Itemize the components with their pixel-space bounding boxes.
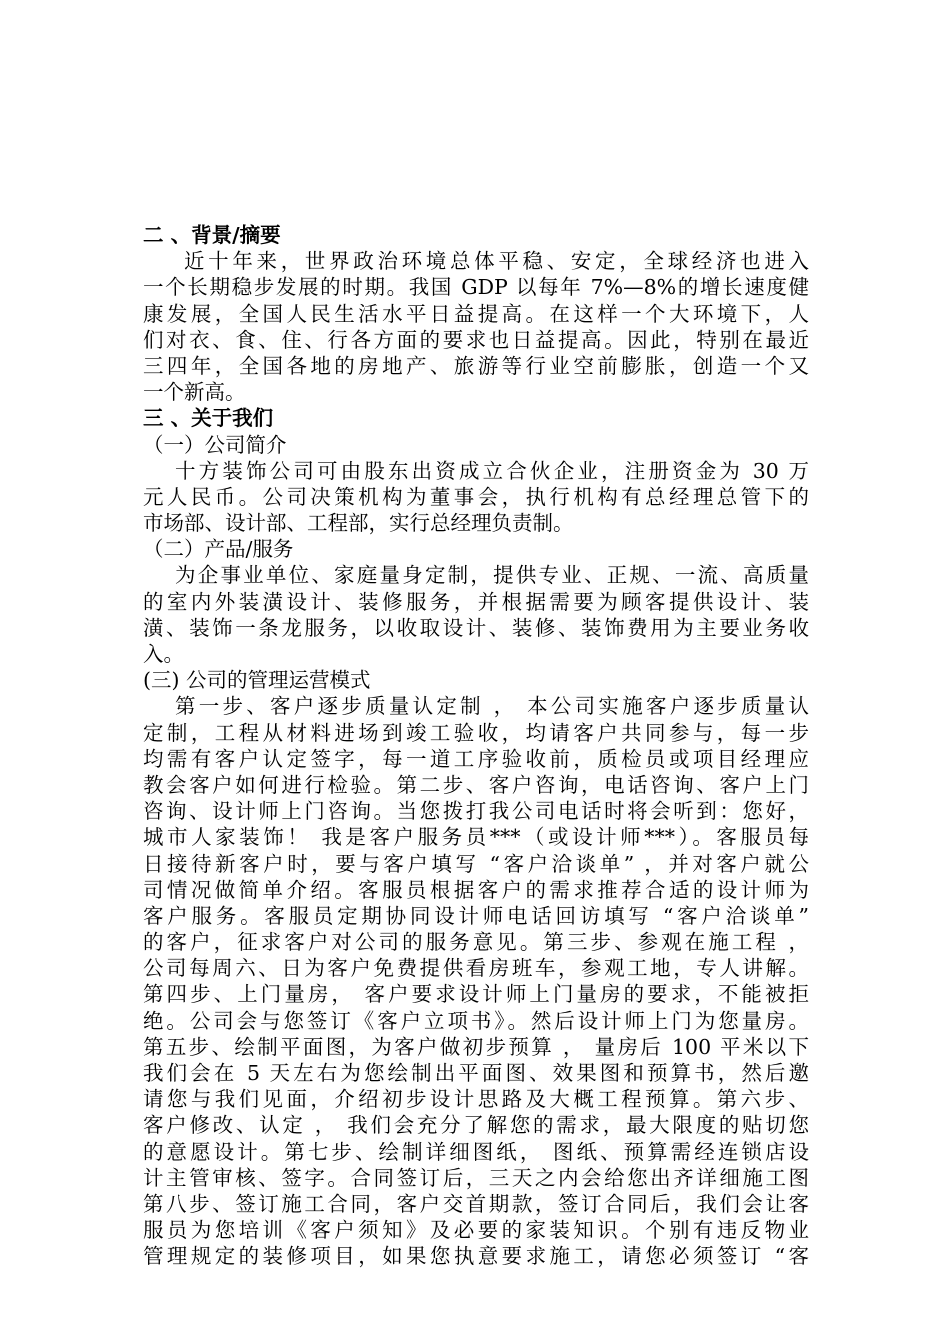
document-page [143, 222, 809, 1270]
paragraph-line: 请您与我们见面，介绍初步设计思路及大概工程预算。第六步、 [143, 1087, 809, 1112]
paragraph-line: 客户修改、认定 ， 我们会充分了解您的需求，最大限度的贴切您 [143, 1113, 809, 1138]
paragraph-line: 近十年来，世界政治环境总体平稳、安定，全球经济也进入 [184, 249, 809, 274]
paragraph-line: 司情况做简单介绍。客服员根据客户的需求推荐合适的设计师为 [143, 877, 809, 902]
paragraph-line: 客户服务。客服员定期协同设计师电话回访填写 “客户洽谈单” [143, 903, 809, 928]
paragraph-line: 的客户，征求客户对公司的服务意见。第三步、参观在施工程 ， [143, 930, 809, 955]
paragraph-line: 日接待新客户时，要与客户填写 “客户洽谈单” ，并对客户就公 [143, 851, 809, 876]
paragraph-line: 潢、装饰一条龙服务，以收取设计、装修、装饰费用为主要业务收 [143, 615, 809, 640]
paragraph-line: 管理规定的装修项目，如果您执意要求施工，请您必须签订 “客 [143, 1244, 809, 1269]
paragraph-line: 第四步、上门量房， 客户要求设计师上门量房的要求，不能被拒 [143, 982, 809, 1007]
paragraph-line: 第八步、签订施工合同，客户交首期款，签订合同后，我们会让客 [143, 1191, 809, 1216]
paragraph-line: 我们会在 5 天左右为您绘制出平面图、效果图和预算书，然后邀 [143, 1061, 809, 1085]
paragraph-line: 服员为您培训《客户须知》及必要的家装知识。个别有违反物业 [143, 1218, 809, 1243]
paragraph-line: 第一步、客户逐步质量认定制 ， 本公司实施客户逐步质量认 [175, 694, 809, 719]
paragraph-line: 元人民币。公司决策机构为董事会，执行机构有总经理总管下的 [143, 484, 809, 509]
paragraph-line: 公司每周六、日为客户免费提供看房班车，参观工地，专人讲解。 [143, 956, 809, 981]
paragraph-line: 市场部、设计部、工程部，实行总经理负责制。 [143, 511, 574, 536]
paragraph-line: 一个长期稳步发展的时期。我国 GDP 以每年 7%—8%的增长速度健 [143, 275, 809, 300]
subheading-operations-model: (三) 公司的管理运营模式 [143, 668, 371, 693]
section-heading-about-us: 三 、关于我们 [143, 406, 274, 431]
paragraph-line: 三四年，全国各地的房地产、旅游等行业空前膨胀，创造一个又 [143, 353, 809, 378]
paragraph-line: 十方装饰公司可由股东出资成立合伙企业，注册资金为 30 万 [175, 458, 809, 483]
paragraph-line: 计主管审核、签字。合同签订后，三天之内会给您出齐详细施工图 [143, 1165, 809, 1190]
paragraph-line: 绝。公司会与您签订《客户立项书》。然后设计师上门为您量房。 [143, 1008, 809, 1033]
paragraph-line: 的意愿设计。第七步、绘制详细图纸， 图纸、预算需经连锁店设 [143, 1139, 809, 1164]
paragraph-line: 一个新高。 [143, 380, 246, 405]
paragraph-line: 康发展，全国人民生活水平日益提高。在这样一个大环境下，人 [143, 301, 809, 326]
subheading-company-intro: （一）公司简介 [143, 432, 287, 457]
paragraph-line: 教会客户如何进行检验。第二步、客户咨询，电话咨询、客户上门 [143, 772, 809, 797]
paragraph-line: 第五步、绘制平面图，为客户做初步预算 ， 量房后 100 平米以下 [143, 1034, 809, 1059]
paragraph-line: 入。 [143, 642, 184, 666]
paragraph-line: 定制，工程从材料进场到竣工验收，均请客户共同参与，每一步 [143, 720, 809, 745]
paragraph-line: 的室内外装潢设计、装修服务，并根据需要为顾客提供设计、装 [143, 589, 809, 614]
paragraph-line: 均需有客户认定签字，每一道工序验收前，质检员或项目经理应 [143, 746, 809, 771]
paragraph-line: 为企事业单位、家庭量身定制，提供专业、正规、一流、高质量 [175, 563, 809, 588]
section-heading-background: 二 、背景/摘要 [143, 223, 281, 247]
paragraph-line: 城市人家装饰！ 我是客户服务员***（或设计师***）。客服员每 [143, 825, 809, 850]
subheading-products-services: （二）产品/服务 [143, 537, 294, 562]
paragraph-line: 们对衣、食、住、行各方面的要求也日益提高。因此，特别在最近 [143, 327, 809, 352]
paragraph-line: 咨询、设计师上门咨询。当您拨打我公司电话时将会听到：您好， [143, 799, 809, 824]
